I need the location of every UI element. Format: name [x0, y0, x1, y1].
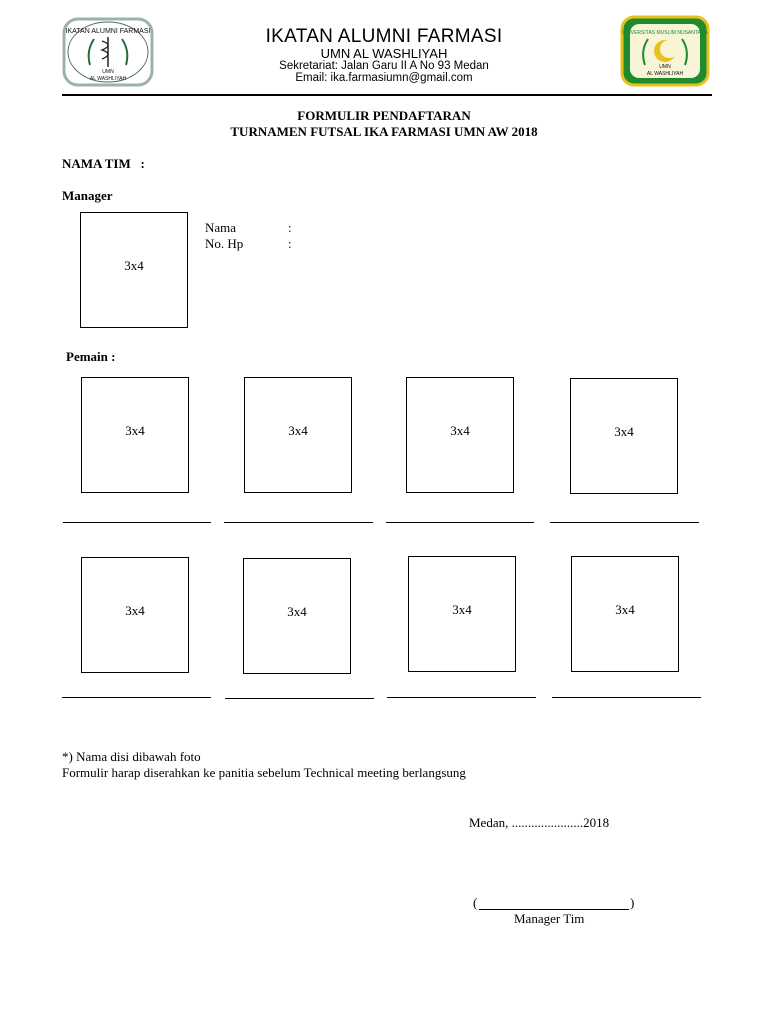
player-photo-box[interactable] — [81, 557, 189, 673]
svg-text:AL WASHLIYAH: AL WASHLIYAH — [89, 76, 127, 82]
svg-text:UNIVERSITAS MUSLIM NUSANTARA: UNIVERSITAS MUSLIM NUSANTARA — [622, 30, 708, 36]
svg-text:AL WASHLIYAH: AL WASHLIYAH — [646, 71, 684, 77]
svg-text:UMN: UMN — [659, 64, 671, 70]
player-photo-box[interactable] — [244, 377, 352, 493]
player-name-line[interactable] — [386, 522, 534, 523]
player-name-line[interactable] — [550, 522, 699, 523]
player-photo-box[interactable] — [408, 556, 516, 672]
player-photo-box[interactable] — [571, 556, 679, 672]
svg-text:IKATAN ALUMNI FARMASI: IKATAN ALUMNI FARMASI — [65, 28, 151, 35]
players-label: Pemain : — [66, 349, 116, 364]
signature-open-paren: ( — [473, 895, 478, 910]
date-line: Medan, ......................2018 — [469, 815, 610, 830]
player-photo-box[interactable] — [81, 377, 189, 493]
form-title: FORMULIR PENDAFTARAN — [297, 108, 471, 123]
org-title: IKATAN ALUMNI FARMASI — [265, 26, 503, 47]
photo-size-label: 3x4 — [288, 423, 308, 438]
manager-phone-label: No. Hp — [205, 236, 244, 251]
photo-size-label: 3x4 — [452, 602, 472, 617]
player-photo-box[interactable] — [570, 378, 678, 494]
player-name-line[interactable] — [62, 697, 211, 698]
team-name-label: NAMA TIM : — [62, 156, 145, 171]
photo-size-label: 3x4 — [614, 424, 634, 439]
manager-label: Manager — [62, 188, 113, 203]
photo-size-label: 3x4 — [125, 603, 145, 618]
form-subtitle: TURNAMEN FUTSAL IKA FARMASI UMN AW 2018 — [230, 124, 538, 139]
player-name-line[interactable] — [552, 697, 701, 698]
player-name-line[interactable] — [225, 698, 374, 699]
signature-close-paren: ) — [630, 895, 635, 910]
player-name-line[interactable] — [63, 522, 211, 523]
manager-name-sep: : — [288, 220, 292, 235]
photo-size-label: 3x4 — [125, 423, 145, 438]
manager-photo-box[interactable] — [80, 212, 188, 328]
svg-text:UMN: UMN — [102, 69, 114, 75]
header-divider — [62, 94, 712, 96]
player-photo-box[interactable] — [406, 377, 514, 493]
org-email: Email: ika.farmasiumn@gmail.com — [295, 72, 473, 84]
player-name-line[interactable] — [387, 697, 536, 698]
note-line: Formulir harap diserahkan ke panitia sebelum Technical meeting berlangsung — [62, 765, 466, 780]
photo-size-label: 3x4 — [450, 423, 470, 438]
photo-size-label: 3x4 — [124, 258, 144, 273]
player-name-line[interactable] — [224, 522, 373, 523]
signature-role: Manager Tim — [514, 911, 585, 926]
signature-line[interactable] — [479, 909, 629, 910]
photo-size-label: 3x4 — [615, 602, 635, 617]
player-photo-box[interactable] — [243, 558, 351, 674]
photo-size-label: 3x4 — [287, 604, 307, 619]
note-line: *) Nama disi dibawah foto — [62, 749, 201, 764]
org-address: Sekretariat: Jalan Garu II A No 93 Medan — [279, 60, 489, 72]
org-subtitle: UMN AL WASHLIYAH — [320, 46, 448, 61]
manager-name-label: Nama — [205, 220, 237, 235]
manager-phone-sep: : — [288, 236, 292, 251]
